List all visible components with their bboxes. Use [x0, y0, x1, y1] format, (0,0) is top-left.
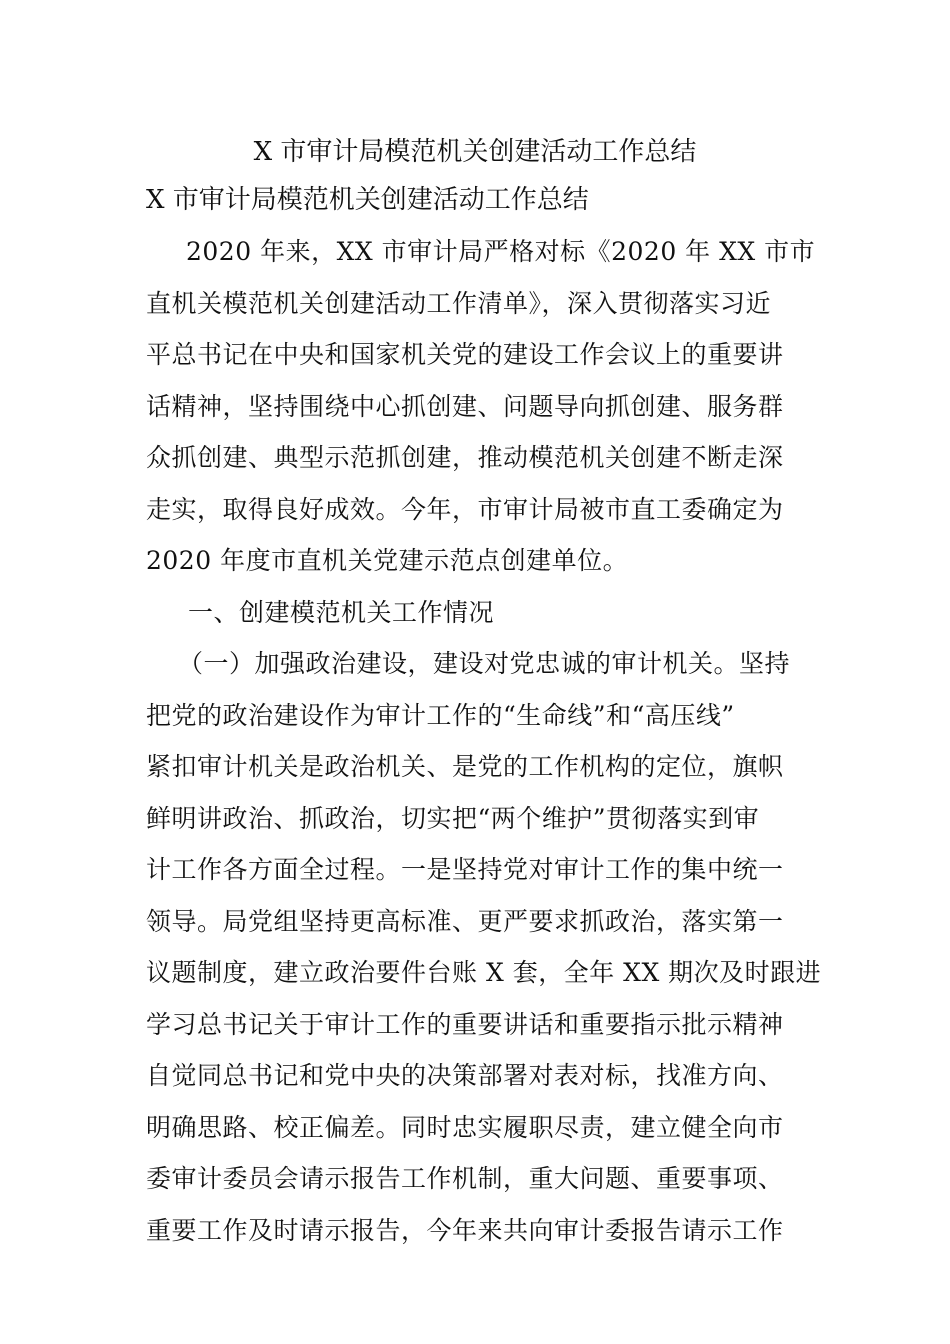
paragraph-line: 2020 年来，XX 市审计局严格对标《2020 年 XX 市市	[186, 237, 816, 266]
paragraph-line: 众抓创建、典型示范抓创建，推动模范机关创建不断走深	[146, 443, 784, 472]
document-subtitle: X 市审计局模范机关创建活动工作总结	[146, 185, 589, 215]
paragraph-line: 走实，取得良好成效。今年，市审计局被市直工委确定为	[146, 494, 784, 524]
paragraph-line: 计工作各方面全过程。一是坚持党对审计工作的集中统一	[146, 855, 784, 884]
paragraph-line: 把党的政治建设作为审计工作的“生命线”和“高压线”	[146, 700, 735, 730]
paragraph-line: 明确思路、校正偏差。同时忠实履职尽责，建立健全向市	[146, 1112, 784, 1142]
paragraph-line: 紧扣审计机关是政治机关、是党的工作机构的定位，旗帜	[146, 752, 784, 781]
paragraph-line: 2020 年度市直机关党建示范点创建单位。	[146, 546, 629, 575]
paragraph-line: 直机关模范机关创建活动工作清单》，深入贯彻落实习近	[146, 288, 772, 318]
paragraph-line: 话精神，坚持围绕中心抓创建、问题导向抓创建、服务群	[146, 391, 784, 421]
paragraph-line: 自觉同总书记和党中央的决策部署对表对标，找准方向、	[146, 1061, 784, 1090]
document-body	[146, 226, 822, 1256]
paragraph-line: 议题制度，建立政治要件台账 X 套，全年 XX 期次及时跟进	[146, 958, 822, 987]
paragraph-line: 领导。局党组坚持更高标准、更严要求抓政治，落实第一	[146, 906, 784, 936]
subsection-line: （一）加强政治建设，建设对党忠诚的审计机关。坚持	[178, 649, 791, 678]
paragraph-line: 委审计委员会请示报告工作机制，重大问题、重要事项、	[146, 1164, 784, 1193]
section-heading: 一、创建模范机关工作情况	[188, 597, 495, 627]
paragraph-line: 鲜明讲政治、抓政治，切实把“两个维护”贯彻落实到审	[146, 803, 760, 833]
paragraph-line: 学习总书记关于审计工作的重要讲话和重要指示批示精神	[146, 1009, 784, 1039]
page-title: X 市审计局模范机关创建活动工作总结	[253, 137, 697, 167]
paragraph-line: 重要工作及时请示报告，今年来共向审计委报告请示工作	[146, 1215, 784, 1245]
paragraph-line: 平总书记在中央和国家机关党的建设工作会议上的重要讲	[146, 340, 784, 369]
